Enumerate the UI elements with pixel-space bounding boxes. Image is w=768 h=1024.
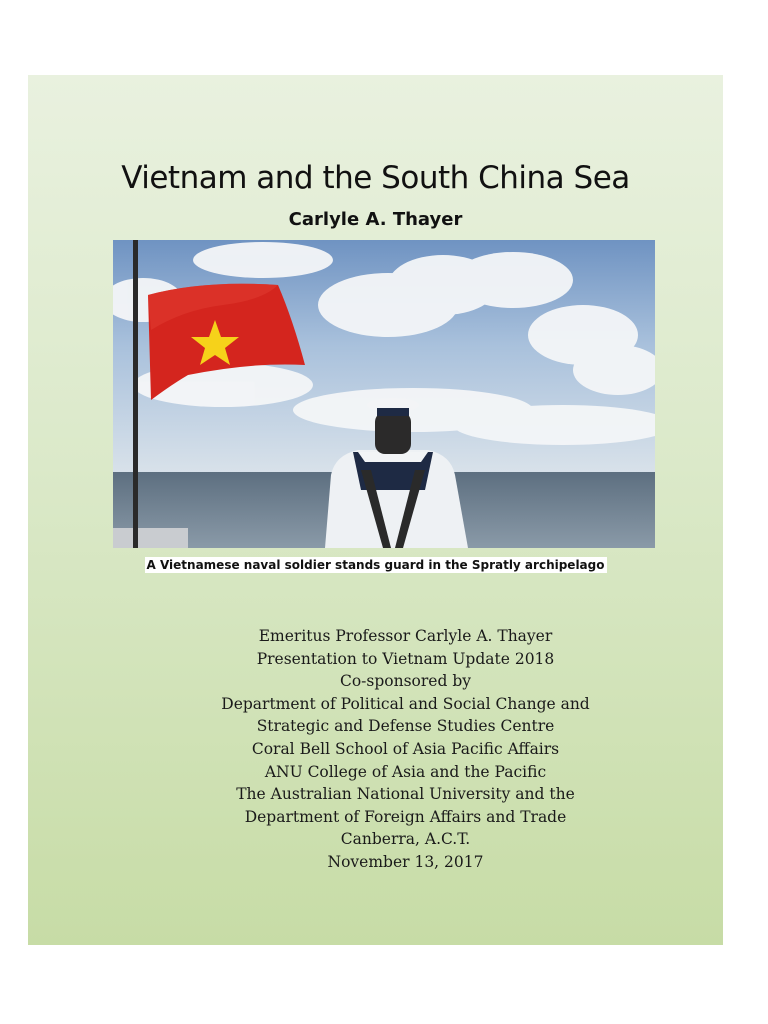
document-title: Vietnam and the South China Sea xyxy=(121,160,630,196)
info-line: Canberra, A.C.T. xyxy=(340,830,471,849)
info-line: November 13, 2017 xyxy=(327,852,484,871)
info-line: Department of Political and Social Change and xyxy=(221,694,590,713)
info-line: Co-sponsored by xyxy=(339,672,472,691)
info-line: ANU College of Asia and the Pacific xyxy=(264,762,547,781)
flagpole xyxy=(133,240,138,548)
cover-photo xyxy=(113,240,655,548)
document-author: Carlyle A. Thayer xyxy=(288,209,463,230)
presentation-info xyxy=(28,625,768,874)
photo-caption xyxy=(28,556,723,574)
flag-and-sailor-illustration xyxy=(113,240,655,548)
info-line: Emeritus Professor Carlyle A. Thayer xyxy=(258,627,553,645)
info-line: Strategic and Defense Studies Centre xyxy=(256,717,555,736)
info-line: The Australian National University and the xyxy=(236,785,575,804)
caption-text: A Vietnamese naval soldier stands guard in the Spratly archipelago xyxy=(146,558,605,572)
concrete-ledge xyxy=(113,528,188,548)
info-line: Presentation to Vietnam Update 2018 xyxy=(256,649,555,668)
info-line: Department of Foreign Affairs and Trade xyxy=(244,807,567,826)
cover-page xyxy=(28,75,723,945)
info-line: Coral Bell School of Asia Pacific Affairs xyxy=(251,739,560,758)
